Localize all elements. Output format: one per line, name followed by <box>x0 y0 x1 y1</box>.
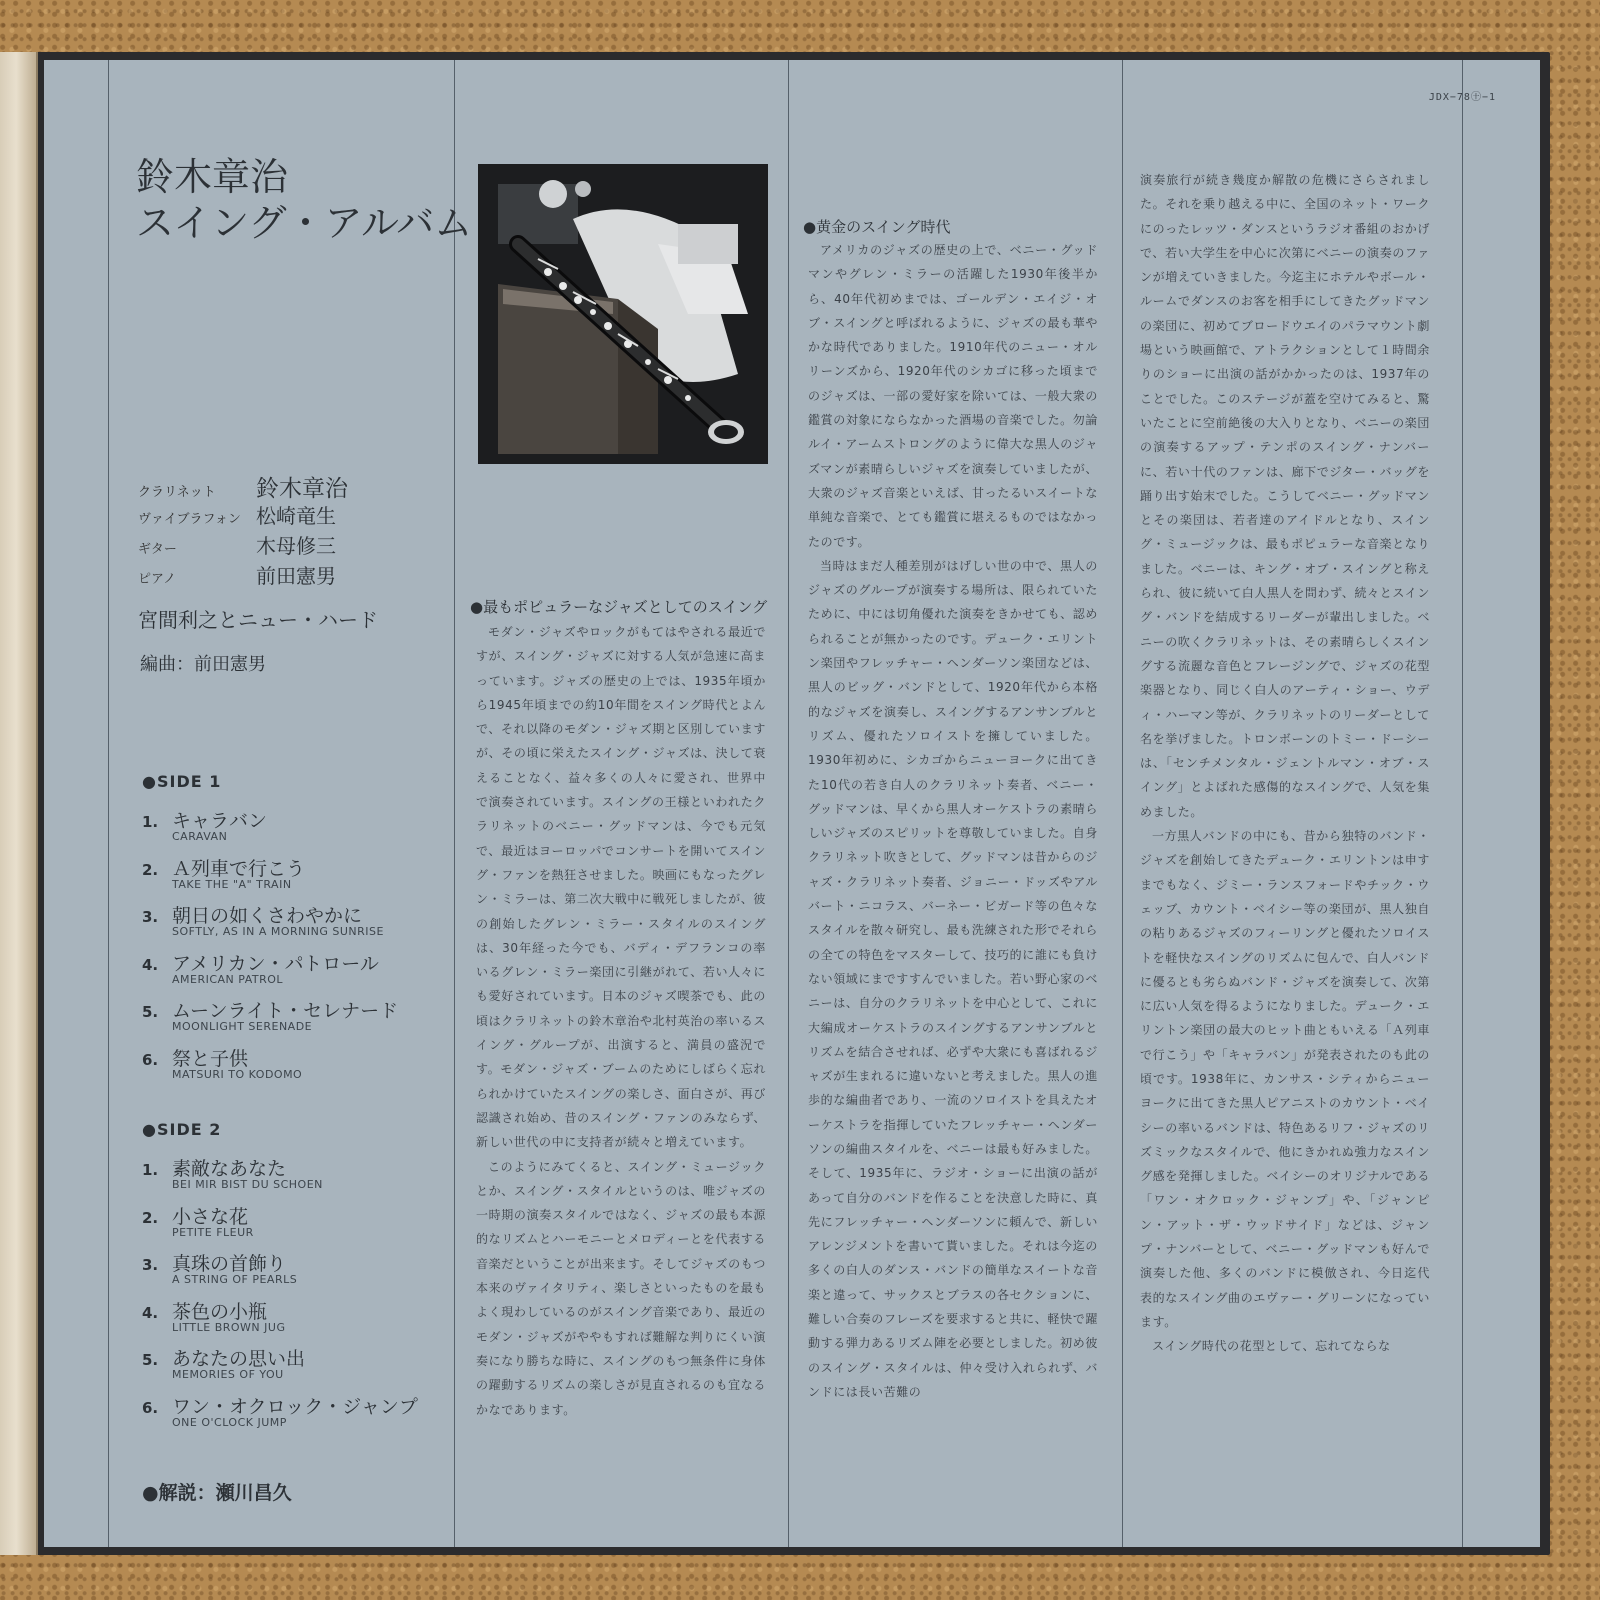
essay3-paragraph: 演奏旅行が続き幾度か解散の危機にさらされました。それを乗り越える中に、全国のネット・ワークにのったレッツ・ダンスというラジオ番組のおかげで、若い大学生を中心に次第にベニーの演奏のファンが増えていきました。今迄主にホテルやボール・ルームでダンスのお客を相手にしてきたグッドマンの楽団に、初めてブロードウエイのパラマウント劇場という映画館で、アトラクションとして１時間余りのショーに出演の話がかかったのは、1937年のことでした。このステージが蓋を空けてみると、驚いたことに空前絶後の大入りとなり、ベニーの楽団の演奏するアップ・テンポのスイング・ナンバーに、若い十代のファンは、廊下でジター・バッグを踊り出す始末でした。こうしてベニー・グッドマンとその楽団は、若者達のアイドルとなり、スイング・ミュージックは、最もポピュラーな音楽となりました。ベニーは、キング・オブ・スイングと称えられ、彼に続いて白人黒人を問わず、続々とスイング・バンドを結成するリーダーが輩出しました。ベニーの吹くクラリネットは、その素晴らしくスイングする流麗な音色とフレージングで、ジャズの花型楽器となり、同じく白人のアーティ・ショー、ウディ・ハーマン等が、クラリネットのリーダーとして名を挙げました。トロンボーンのトミー・ドーシーは、「センチメンタル・ジェントルマン・オブ・スイング」とよばれた感傷的なスイングで、人気を集めました。 <box>1140 173 1430 819</box>
track-title-jp: ワン・オクロック・ジャンプ <box>172 1395 418 1418</box>
side1-heading: ●SIDE 1 <box>142 772 222 791</box>
track-title-en: AMERICAN PATROL <box>172 972 284 986</box>
track-number: 6. <box>142 1050 159 1069</box>
essay2-heading: ●黄金のスイング時代 <box>803 218 951 236</box>
track-number: 3. <box>142 1256 159 1274</box>
personnel-row <box>138 530 438 560</box>
track-title-jp: アメリカン・パトロール <box>172 952 379 975</box>
personnel-role: クラリネット <box>138 485 216 500</box>
track-item <box>142 1154 472 1202</box>
track-number: 6. <box>142 1398 159 1417</box>
personnel-name: 鈴木章治 <box>256 476 348 502</box>
track-title-jp: ムーンライト・セレナード <box>172 1000 399 1022</box>
track-title-jp: 小さな花 <box>172 1205 249 1228</box>
column-rule <box>1122 60 1123 1547</box>
track-number: 5. <box>142 1003 159 1021</box>
track-item <box>142 1202 472 1250</box>
track-title-en: BEI MIR BIST DU SCHOEN <box>172 1178 323 1191</box>
track-title-en: MEMORIES OF YOU <box>172 1368 284 1381</box>
track-title-jp: 朝日の如くさわやかに <box>172 905 363 927</box>
track-item <box>142 1392 472 1440</box>
arranger-credit: 編曲：前田憲男 <box>140 654 266 675</box>
track-title-jp: キャラバン <box>172 810 268 832</box>
side2-heading: ●SIDE 2 <box>142 1120 222 1139</box>
track-title-en: MATSURI TO KODOMO <box>172 1067 303 1081</box>
column-rule <box>108 60 109 1547</box>
side2-tracklist <box>142 1154 472 1439</box>
track-title-en: SOFTLY, AS IN A MORNING SUNRISE <box>172 925 384 938</box>
track-title-en: MOONLIGHT SERENADE <box>172 1020 313 1033</box>
personnel-role: ピアノ <box>138 572 176 587</box>
track-number: 2. <box>142 1208 159 1227</box>
essay1-heading: ●最もポピュラーなジャズとしてのスイング <box>470 598 768 616</box>
track-title-jp: あなたの思い出 <box>172 1348 306 1370</box>
track-title-en: LITTLE BROWN JUG <box>172 1320 286 1334</box>
personnel-name: 前田憲男 <box>256 564 336 588</box>
liner-notes-credit: ●解説：瀬川昌久 <box>142 1482 292 1504</box>
track-number: 1. <box>142 1161 159 1179</box>
essay2-body <box>808 238 1098 1404</box>
personnel-role: ギター <box>138 542 177 557</box>
album-title: スイング・アルバム <box>136 201 473 246</box>
personnel-role: ヴァイブラフォン <box>138 512 241 527</box>
column-rule <box>1462 60 1463 1547</box>
personnel-list <box>138 470 438 590</box>
essay3-body <box>1140 168 1430 1359</box>
track-number: 5. <box>142 1351 159 1369</box>
album-title-block <box>136 154 472 247</box>
personnel-name: 松崎竜生 <box>256 504 336 528</box>
record-jacket <box>0 52 1550 1555</box>
track-item <box>142 996 472 1044</box>
personnel-row <box>138 500 438 530</box>
essay1-body <box>476 620 766 1422</box>
personnel-name: 木母修三 <box>256 534 336 558</box>
track-item <box>142 1044 472 1092</box>
essay1-paragraph: このようにみてくると、スイング・ミュージックとか、スイング・スタイルというのは、唯ジャズの一時期の演奏スタイルではなく、ジャズの最も本源的なリズムとハーモニーとメロディーとを代表する音楽だということが出来ます。そしてジャズのもつ本来のヴァイタリティ、楽しさといったものを最もよく現わしているのがスイング音楽であり、最近のモダン・ジャズがややもすれば難解な判りにくい演奏になり勝ちな時に、スイングのもつ無条件に身体の躍動するリズムの楽しさが見直されるのも宜なるかなであります。 <box>476 1159 766 1417</box>
track-item <box>142 949 472 997</box>
track-item <box>142 1297 472 1345</box>
essay3-paragraph: 一方黒人バンドの中にも、昔から独特のバンド・ジャズを創始してきたデューク・エリントンは申すまでもなく、ジミー・ランスフォードやチック・ウェッブ、カウント・ベイシー等の楽団が、黒人独自の粘りあるジャズのフィーリングと優れたソロイストを軽快なスイングのリズムに包んで、白人バンドに優るとも劣らぬバンド・ジャズを演奏して、次第に広い人気を得るようになりました。デューク・エリントン楽団の最大のヒット曲ともいえる「Ａ列車で行こう」や「キャラバン」が発表されたのも此の頃です。1938年に、カンサス・シティからニューヨークに出てきた黒人ピアニストのカウント・ベイシーの率いるバンドは、特色あるリフ・ジャズのリズミックなスタイルで、他にきかれぬ強力なスイング感を発揮しました。ベイシーのオリジナルである「ワン・オクロック・ジャンプ」や、「ジャンピン・アット・ザ・ウッドサイド」などは、ジャンプ・ナンバーとして、ベニー・グッドマンも好んで演奏した他、多くのバンドに模倣され、今日迄代表的なスイング曲のエヴァー・グリーンになっています。 <box>1140 829 1430 1329</box>
inner-gatefold-page <box>44 60 1540 1547</box>
essay3-paragraph: スイング時代の花型として、忘れてならな <box>1152 1339 1391 1354</box>
side1-tracklist <box>142 806 472 1091</box>
track-item <box>142 1344 472 1392</box>
track-title-jp: 祭と子供 <box>172 1047 249 1070</box>
track-title-en: CARAVAN <box>172 830 228 843</box>
track-title-en: TAKE THE "A" TRAIN <box>172 877 292 891</box>
track-number: 4. <box>142 955 159 974</box>
track-title-en: A STRING OF PEARLS <box>172 1273 298 1286</box>
track-number: 1. <box>142 813 159 831</box>
track-title-jp: 素敵なあなた <box>172 1158 287 1180</box>
track-title-en: PETITE FLEUR <box>172 1225 254 1239</box>
track-title-jp: Ａ列車で行こう <box>172 857 306 880</box>
catalog-number: JDX−78㊉−1 <box>1428 92 1496 103</box>
track-number: 4. <box>142 1303 159 1322</box>
band-name: 宮間利之とニュー・ハード <box>138 608 378 632</box>
track-number: 3. <box>142 908 159 926</box>
personnel-row <box>138 470 438 500</box>
track-number: 2. <box>142 860 159 879</box>
track-title-en: ONE O'CLOCK JUMP <box>172 1415 287 1429</box>
track-item <box>142 901 472 949</box>
essay2-paragraph: 当時はまだ人種差別がはげしい世の中で、黒人のジャズのグループが演奏する場所は、限られていたために、中には切角優れた演奏をきかせても、認められることが無かったのです。デューク・エリントン楽団やフレッチャー・ヘンダーソン楽団などは、黒人のビッグ・バンドとして、1920年代から本格的なジャズを演奏し、スイングするアンサンブルとリズム、優れたソロイストを擁していました。1930年初めに、シカゴからニューヨークに出てきた10代の若き白人のクラリネット奏者、ベニー・グッドマンは、早くから黒人オーケストラの素晴らしいジャズのスピリットを尊敬していました。自身クラリネット吹きとして、グッドマンは昔からのジャズ・クラリネット奏者、ジョニー・ドッズやアルバート・ニコラス、バーネー・ビガード等の色々なスタイルを散々研究し、最も洗練された形でそれらの全ての特色をマスターして、技巧的に誰にも負けない領域にまですすんでいました。若い野心家のベニーは、自分のクラリネットを中心として、これに大編成オーケストラのスイングするアンサンブルとリズムを結合させれば、必ずや大衆にも喜ばれるジャズが生まれるに違いないと考えました。黒人の進歩的な編曲者であり、一流のソロイストを具えたオーケストラを指揮していたフレッチャー・ヘンダーソンの編曲スタイルを、ベニーは最も好みました。そして、1935年に、ラジオ・ショーに出演の話があって自分のバンドを作ることを決意した時に、真先にフレッチャー・ヘンダーソンに頼んで、新しいアレンジメントを書いて貰いました。それは今迄の多くの白人のダンス・バンドの簡単なスイートな音楽と違って、サックスとブラスの各セクションに、難しい合奏のフレーズを要求すると共に、軽快で躍動する弾力あるリズム陣を必要としました。初め彼のスイング・スタイルは、仲々受け入れられず、バンドには長い苦難の <box>808 558 1098 1399</box>
clarinet-photo <box>478 164 768 464</box>
jacket-spine <box>0 52 38 1555</box>
track-title-jp: 茶色の小瓶 <box>172 1300 268 1323</box>
essay2-paragraph: アメリカのジャズの歴史の上で、ベニー・グッドマンやグレン・ミラーの活躍した1930年後半から、40年代初めまでは、ゴールデン・エイジ・オブ・スイングと呼ばれるように、ジャズの最も華やかな時代でありました。1910年代のニュー・オルリーンズから、1920年代のシカゴに移った頃までのジャズは、一部の愛好家を除いては、一般大衆の鑑賞の対象にならなかった酒場の音楽でした。勿論ルイ・アームストロングのように偉大な黒人のジャズマンが素晴らしいジャズを演奏していましたが、大衆のジャズ音楽といえば、甘ったるいスイートな単純な音楽で、とても鑑賞に堪えるものではなかったのです。 <box>808 243 1098 549</box>
artist-name: 鈴木章治 <box>136 155 289 199</box>
personnel-row <box>138 560 438 590</box>
column-rule <box>788 60 789 1547</box>
track-item <box>142 806 472 854</box>
clarinet-photo-image <box>478 164 768 464</box>
track-item <box>142 854 472 902</box>
track-title-jp: 真珠の首飾り <box>172 1253 287 1275</box>
essay1-paragraph: モダン・ジャズやロックがもてはやされる最近ですが、スイング・ジャズに対する人気が急速に高まっています。ジャズの歴史の上では、1935年頃から1945年頃までの約10年間をスイング時代とよんで、それ以降のモダン・ジャズ期と区別していますが、その頃に栄えたスイング・ジャズは、決して衰えることなく、益々多くの人々に愛され、世界中で演奏されています。スイングの王様といわれたクラリネットのベニー・グッドマンは、今でも元気で、最近はヨーロッパでコンサートを開いてスイング・ファンを熱狂させました。映画にもなったグレン・ミラーは、第二次大戦中に戦死しましたが、彼の創始したグレン・ミラー・スタイルのスイングは、30年経った今でも、バディ・デフランコの率いるグレン・ミラー楽団に引継がれて、若い人々にも愛好されています。日本のジャズ喫茶でも、此の頃はクラリネットの鈴木章治や北村英治の率いるスイング・グループが、出演すると、満員の盛況です。モダン・ジャズ・ブームのためにしばらく忘れられかけていたスイングの楽しさ、面白さが、再び認識され始め、昔のスイング・ファンのみならず、新しい世代の中に支持者が続々と増えています。 <box>476 625 766 1150</box>
track-item <box>142 1249 472 1297</box>
